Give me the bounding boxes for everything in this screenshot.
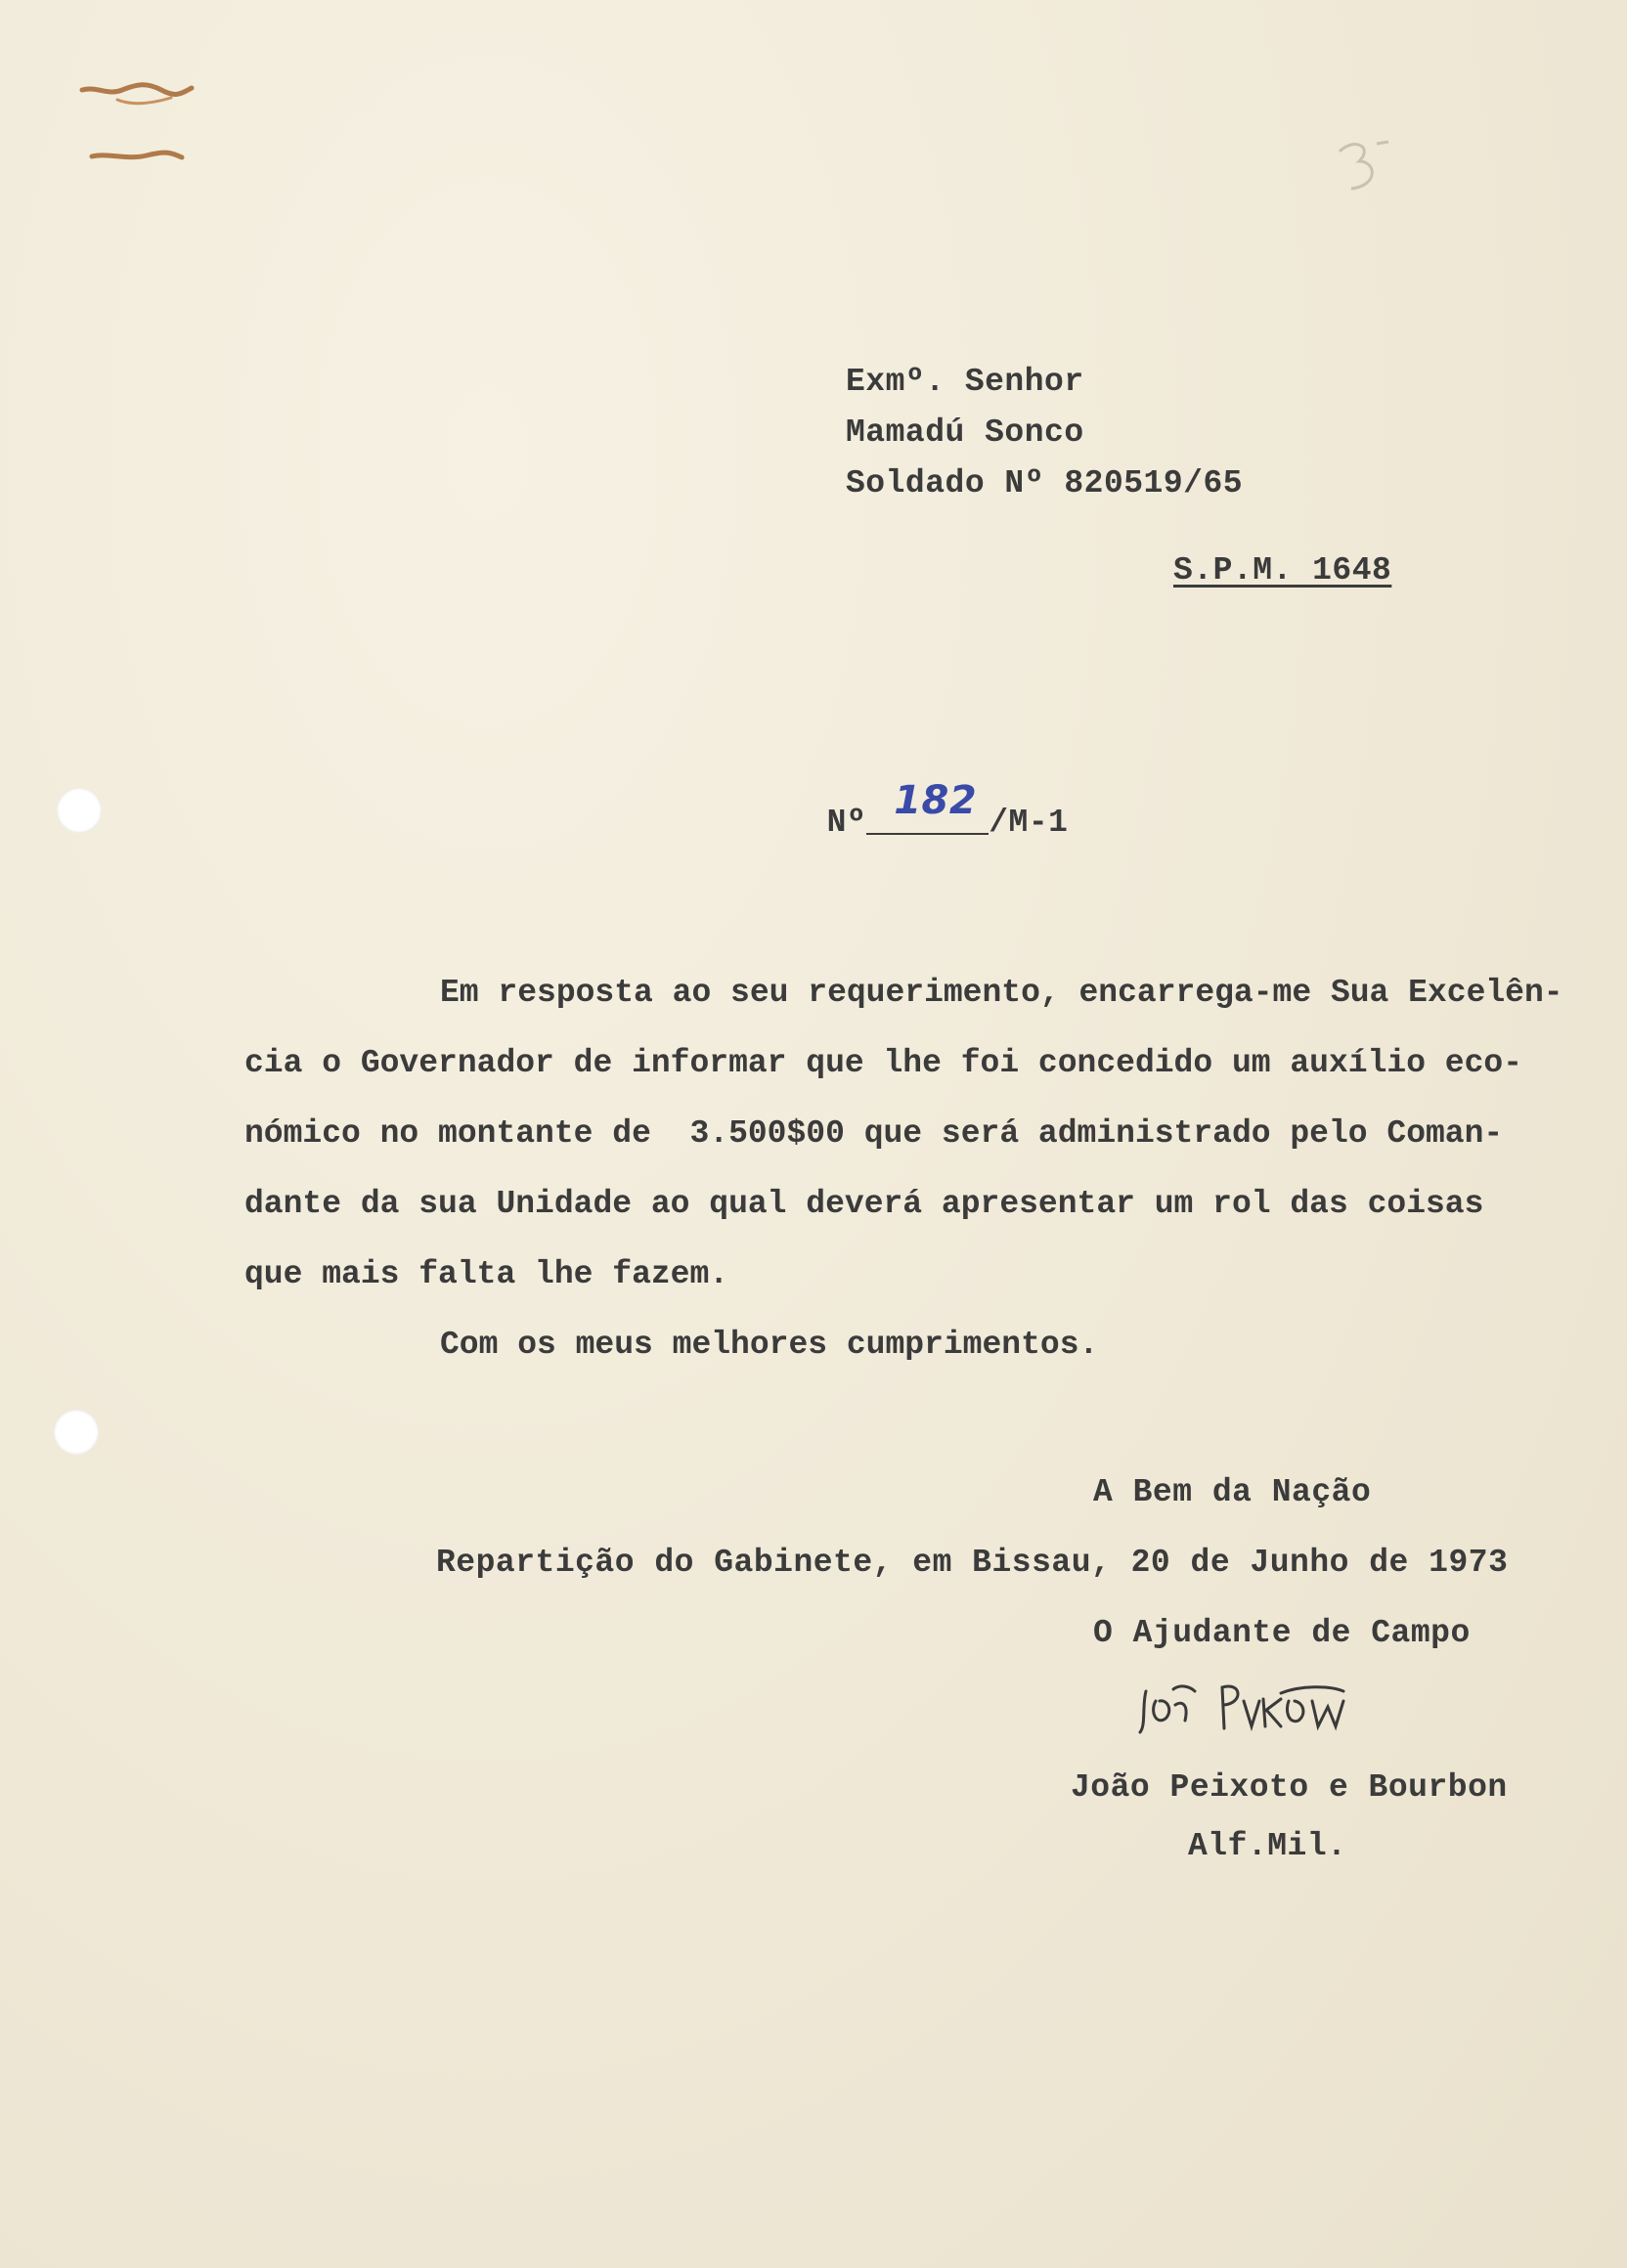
staple-mark-bottom — [88, 145, 186, 170]
signer-role: O Ajudante de Campo — [1093, 1615, 1471, 1651]
punch-hole-top — [57, 788, 102, 833]
signer-rank: Alf.Mil. — [1188, 1828, 1347, 1864]
reference-number — [787, 767, 1068, 841]
letter-body — [244, 958, 1563, 1380]
pencil-page-mark — [1330, 132, 1398, 200]
reference-handwritten-number: 182 — [894, 778, 978, 823]
addressee-title: Exmº. Senhor — [846, 364, 1084, 400]
body-line: Em resposta ao seu requerimento, encarrega-me Sua Excelên- — [440, 975, 1563, 1011]
place-and-date: Repartição do Gabinete, em Bissau, 20 de Junho de 1973 — [436, 1545, 1509, 1581]
addressee-service-number: Soldado Nº 820519/65 — [846, 465, 1244, 502]
reference-prefix: Nº — [826, 805, 867, 841]
signer-name: João Peixoto e Bourbon — [1071, 1769, 1508, 1806]
handwritten-signature — [1134, 1672, 1388, 1740]
closing-line: Com os meus melhores cumprimentos. — [440, 1327, 1099, 1363]
punch-hole-bottom — [54, 1410, 99, 1455]
body-line: nómico no montante de 3.500$00 que será administrado pelo Coman- — [244, 1115, 1504, 1152]
body-line: dante da sua Unidade ao qual deverá apresentar um rol das coisas — [244, 1186, 1484, 1222]
spm-number: S.P.M. 1648 — [1173, 552, 1392, 589]
body-line: cia o Governador de informar que lhe foi concedido um auxílio eco- — [244, 1045, 1523, 1081]
staple-mark-top — [78, 76, 196, 115]
addressee-name: Mamadú Sonco — [846, 414, 1084, 451]
reference-suffix: /M-1 — [989, 805, 1069, 841]
body-line: que mais falta lhe fazem. — [244, 1256, 729, 1292]
salutation: A Bem da Nação — [1093, 1474, 1372, 1510]
